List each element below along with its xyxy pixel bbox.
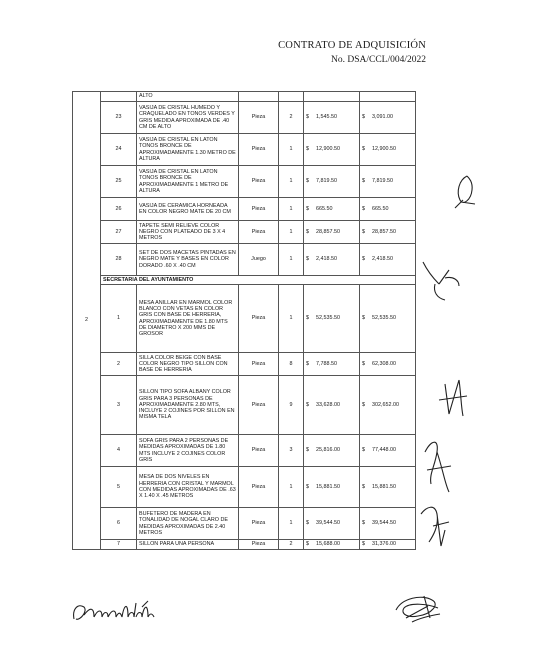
item-quantity: 9 xyxy=(279,376,304,435)
item-description: TAPETE SEMI RELIEVE COLOR NEGRO CON PLATEADO DE 3 X 4 METROS xyxy=(137,221,239,244)
currency-sign: $ xyxy=(306,315,309,322)
item-unit: Pieza xyxy=(239,166,279,198)
item-quantity: 1 xyxy=(279,285,304,353)
item-number: 2 xyxy=(101,353,137,376)
item-quantity: 1 xyxy=(279,508,304,540)
currency-sign: $ xyxy=(362,256,365,263)
unit-price: $ 15,688.00 xyxy=(304,540,360,550)
item-quantity xyxy=(279,92,304,102)
line-total xyxy=(360,92,416,102)
item-number: 27 xyxy=(101,221,137,244)
item-quantity: 8 xyxy=(279,353,304,376)
table-row xyxy=(73,92,416,102)
currency-sign: $ xyxy=(362,146,365,153)
item-unit xyxy=(239,92,279,102)
item-quantity: 2 xyxy=(279,102,304,134)
unit-price: $ 28,857.50 xyxy=(304,221,360,244)
item-number: 25 xyxy=(101,166,137,198)
item-quantity: 1 xyxy=(279,221,304,244)
currency-sign: $ xyxy=(362,205,365,212)
table-row xyxy=(73,353,416,376)
item-description: SILLON PARA UNA PERSONA xyxy=(137,540,239,550)
line-total: $ 2,418.50 xyxy=(360,244,416,276)
table-row xyxy=(73,102,416,134)
line-total: $ 52,535.50 xyxy=(360,285,416,353)
currency-sign: $ xyxy=(362,114,365,121)
unit-price: $ 1,545.50 xyxy=(304,102,360,134)
line-total: $ 665.50 xyxy=(360,198,416,221)
currency-sign: $ xyxy=(306,205,309,212)
line-total: $ 12,900.50 xyxy=(360,134,416,166)
unit-price: $ 7,788.50 xyxy=(304,353,360,376)
item-unit: Pieza xyxy=(239,435,279,467)
line-total: $ 3,091.00 xyxy=(360,102,416,134)
item-number: 1 xyxy=(101,285,137,353)
item-unit: Pieza xyxy=(239,102,279,134)
item-description: VASIJA DE CERAMICA HORNEADA EN COLOR NEGRO MATE DE 20 CM xyxy=(137,198,239,221)
line-total: $ 31,376.00 xyxy=(360,540,416,550)
unit-price: $ 12,900.50 xyxy=(304,134,360,166)
item-description: SOFA GRIS PARA 2 PERSONAS DE MEDIDAS APROXIMADAS DE 1.80 MTS INCLUYE 2 COJINES COLOR GRIS xyxy=(137,435,239,467)
currency-sign: $ xyxy=(306,114,309,121)
item-number: 24 xyxy=(101,134,137,166)
bottom-left-signature xyxy=(70,597,180,627)
item-description: BUFETERO DE MADERA EN TONALIDAD DE NOGAL CLARO DE MEDIDAS APROXIMADAS DE 2.40 METROS xyxy=(137,508,239,540)
unit-price: $ 33,628.00 xyxy=(304,376,360,435)
item-description: VASIJA DE CRISTAL HUMEDO Y CRAQUELADO EN TONOS VERDES Y GRIS MEDIDA APROXIMADA DE .40 CM DE ALTO xyxy=(137,102,239,134)
item-description: MESA ANILLAR EN MARMOL COLOR BLANCO CON VETAS EN COLOR GRIS CON BASE DE HERRERIA, APROXIMADAMENTE DE 1.80 MTS DE DIAMETRO X 200 MMS DE GROSOR xyxy=(137,285,239,353)
item-quantity: 2 xyxy=(279,540,304,550)
currency-sign: $ xyxy=(306,228,309,235)
table-row xyxy=(73,134,416,166)
right-margin-initials xyxy=(415,170,495,550)
line-total: $ 7,819.50 xyxy=(360,166,416,198)
item-unit: Pieza xyxy=(239,198,279,221)
currency-sign: $ xyxy=(362,228,365,235)
line-total: $ 15,881.50 xyxy=(360,467,416,508)
item-number: 5 xyxy=(101,467,137,508)
currency-sign: $ xyxy=(362,483,365,490)
item-quantity: 1 xyxy=(279,198,304,221)
unit-price: $ 7,819.50 xyxy=(304,166,360,198)
contract-number: No. DSA/CCL/004/2022 xyxy=(330,55,426,65)
currency-sign: $ xyxy=(306,483,309,490)
item-number: 3 xyxy=(101,376,137,435)
item-unit: Pieza xyxy=(239,353,279,376)
table-row xyxy=(73,166,416,198)
unit-price: $ 665.50 xyxy=(304,198,360,221)
item-quantity: 1 xyxy=(279,467,304,508)
currency-sign: $ xyxy=(306,256,309,263)
table-row xyxy=(73,540,416,550)
unit-price xyxy=(304,92,360,102)
currency-sign: $ xyxy=(306,520,309,527)
item-description: ALTO xyxy=(137,92,239,102)
item-unit: Pieza xyxy=(239,467,279,508)
item-description: SILLA COLOR BEIGE CON BASE COLOR NEGRO TIPO SILLON CON BASE DE HERRERIA xyxy=(137,353,239,376)
item-number: 26 xyxy=(101,198,137,221)
line-total: $ 62,308.00 xyxy=(360,353,416,376)
table-row xyxy=(73,244,416,276)
item-description: VASIJA DE CRISTAL EN LATON TONOS BRONCE DE APROXIMADAMENTE 1.30 METRO DE ALTURA xyxy=(137,134,239,166)
section-title: SECRETARIA DEL AYUNTAMIENTO xyxy=(101,276,416,285)
currency-sign: $ xyxy=(362,360,365,367)
item-number: 23 xyxy=(101,102,137,134)
unit-price: $ 52,535.50 xyxy=(304,285,360,353)
item-unit: Pieza xyxy=(239,134,279,166)
line-total: $ 39,544.50 xyxy=(360,508,416,540)
item-quantity: 3 xyxy=(279,435,304,467)
currency-sign: $ xyxy=(306,178,309,185)
item-description: SET DE DOS MACETAS PINTADAS EN NEGRO MATE Y BASES EN COLOR DORADO .60 X .40 CM xyxy=(137,244,239,276)
table-row xyxy=(73,467,416,508)
item-quantity: 1 xyxy=(279,166,304,198)
item-quantity: 1 xyxy=(279,244,304,276)
items-table xyxy=(72,91,416,550)
items-table-body xyxy=(73,92,416,550)
item-description: SILLON TIPO SOFA ALBANY COLOR GRIS PARA 3 PERSONAS DE APROXIMADAMENTE 2.80 MTS, INCLUYE 2 COJINES POR SILLON EN MISMA TELA xyxy=(137,376,239,435)
currency-sign: $ xyxy=(306,541,309,548)
unit-price: $ 39,544.50 xyxy=(304,508,360,540)
item-number: 28 xyxy=(101,244,137,276)
partida-number: 2 xyxy=(73,92,101,550)
item-number: 4 xyxy=(101,435,137,467)
item-unit: Pieza xyxy=(239,540,279,550)
section-header-row xyxy=(73,276,416,285)
line-total: $ 28,857.50 xyxy=(360,221,416,244)
item-description: VASIJA DE CRISTAL EN LATON TONOS BRONCE DE APROXIMADAMENTE 1 METRO DE ALTURA xyxy=(137,166,239,198)
contract-title: CONTRATO DE ADQUISICIÓN xyxy=(278,40,426,51)
currency-sign: $ xyxy=(362,520,365,527)
table-row xyxy=(73,435,416,467)
item-number xyxy=(101,92,137,102)
currency-sign: $ xyxy=(362,178,365,185)
table-row xyxy=(73,376,416,435)
unit-price: $ 15,881.50 xyxy=(304,467,360,508)
currency-sign: $ xyxy=(306,360,309,367)
item-number: 6 xyxy=(101,508,137,540)
item-unit: Juego xyxy=(239,244,279,276)
currency-sign: $ xyxy=(306,447,309,454)
item-unit: Pieza xyxy=(239,508,279,540)
table-row xyxy=(73,508,416,540)
unit-price: $ 25,816.00 xyxy=(304,435,360,467)
unit-price: $ 2,418.50 xyxy=(304,244,360,276)
item-description: MESA DE DOS NIVELES EN HERRERIA CON CRISTAL Y MARMOL CON MEDIDAS APROXIMADAS DE .63 X 1.40 X .45 METROS xyxy=(137,467,239,508)
line-total: $ 77,448.00 xyxy=(360,435,416,467)
table-row xyxy=(73,221,416,244)
item-number: 7 xyxy=(101,540,137,550)
currency-sign: $ xyxy=(362,315,365,322)
currency-sign: $ xyxy=(306,146,309,153)
table-row xyxy=(73,285,416,353)
currency-sign: $ xyxy=(306,401,309,408)
table-row xyxy=(73,198,416,221)
currency-sign: $ xyxy=(362,401,365,408)
item-unit: Pieza xyxy=(239,285,279,353)
line-total: $ 302,652.00 xyxy=(360,376,416,435)
currency-sign: $ xyxy=(362,541,365,548)
currency-sign: $ xyxy=(362,447,365,454)
bottom-right-signature xyxy=(388,588,448,628)
item-quantity: 1 xyxy=(279,134,304,166)
item-unit: Pieza xyxy=(239,221,279,244)
item-unit: Pieza xyxy=(239,376,279,435)
